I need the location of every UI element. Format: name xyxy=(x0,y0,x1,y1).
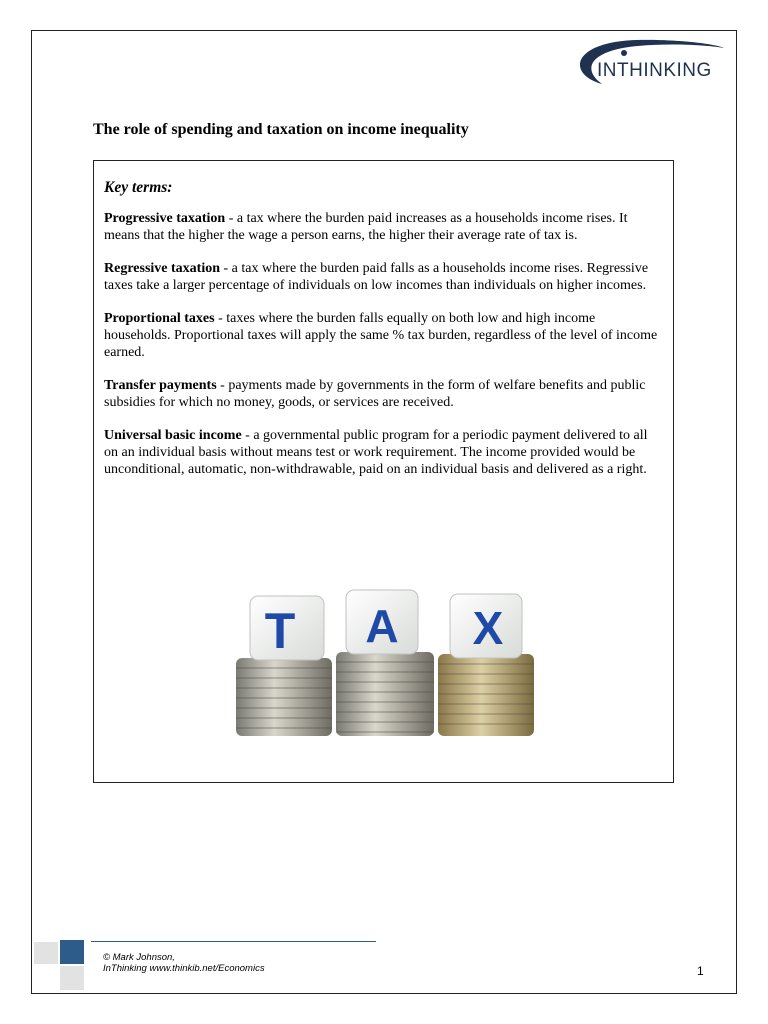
die-a xyxy=(346,590,418,654)
term-definition: - payments made by governments in the form of welfare benefits and public subsidies for which no money, goods, or services are received. xyxy=(104,378,646,410)
term-proportional-taxes xyxy=(104,310,663,361)
term-regressive-taxation xyxy=(104,260,663,294)
term-transfer-payments xyxy=(104,377,663,411)
term-name: Regressive taxation xyxy=(104,261,220,276)
term-definition: - a tax where the burden paid increases as a households income rises. It means that the higher the wage a person earns, the higher their average rate of tax is. xyxy=(104,211,628,243)
page-number: 1 xyxy=(697,964,704,978)
term-name: Transfer payments xyxy=(104,378,217,393)
die-letter-x: X xyxy=(472,602,504,654)
coin-stack-middle xyxy=(336,652,434,736)
term-name: Universal basic income xyxy=(104,428,242,443)
term-name: Proportional taxes xyxy=(104,311,215,326)
footer-site: InThinking www.thinkib.net/Economics xyxy=(103,963,265,974)
footer-divider xyxy=(91,941,376,942)
die-t xyxy=(250,596,324,660)
footer-copyright: © Mark Johnson, xyxy=(103,952,175,963)
term-universal-basic-income xyxy=(104,427,663,478)
coin-stack-left xyxy=(236,658,332,736)
term-name: Progressive taxation xyxy=(104,211,226,226)
key-terms-heading: Key terms: xyxy=(104,179,173,196)
footer-decoration xyxy=(34,940,86,990)
die-letter-a: A xyxy=(365,600,399,652)
term-definition: - taxes where the burden falls equally on both low and high income households. Proportional taxes will apply the same % tax burden, regardless of the level of income earned. xyxy=(104,311,658,360)
term-definition: - a governmental public program for a periodic payment delivered to all on an individual basis without means test or work requirement. The income provided would be unconditional, automatic, non-withdrawable, paid on an individual basis and delivered as a right. xyxy=(104,428,648,477)
coin-stack-right xyxy=(438,654,534,736)
die-letter-t: T xyxy=(264,603,296,659)
logo-text: INTHINKING xyxy=(597,60,712,81)
term-definition: - a tax where the burden paid falls as a households income rises. Regressive taxes take a larger percentage of individuals on low incomes than individuals on higher incomes. xyxy=(104,261,649,293)
term-progressive-taxation xyxy=(104,210,663,244)
tax-dice-coins-image xyxy=(232,588,536,740)
die-x xyxy=(450,594,522,658)
footer-credits xyxy=(103,952,265,974)
document-title: The role of spending and taxation on income inequality xyxy=(93,121,469,138)
